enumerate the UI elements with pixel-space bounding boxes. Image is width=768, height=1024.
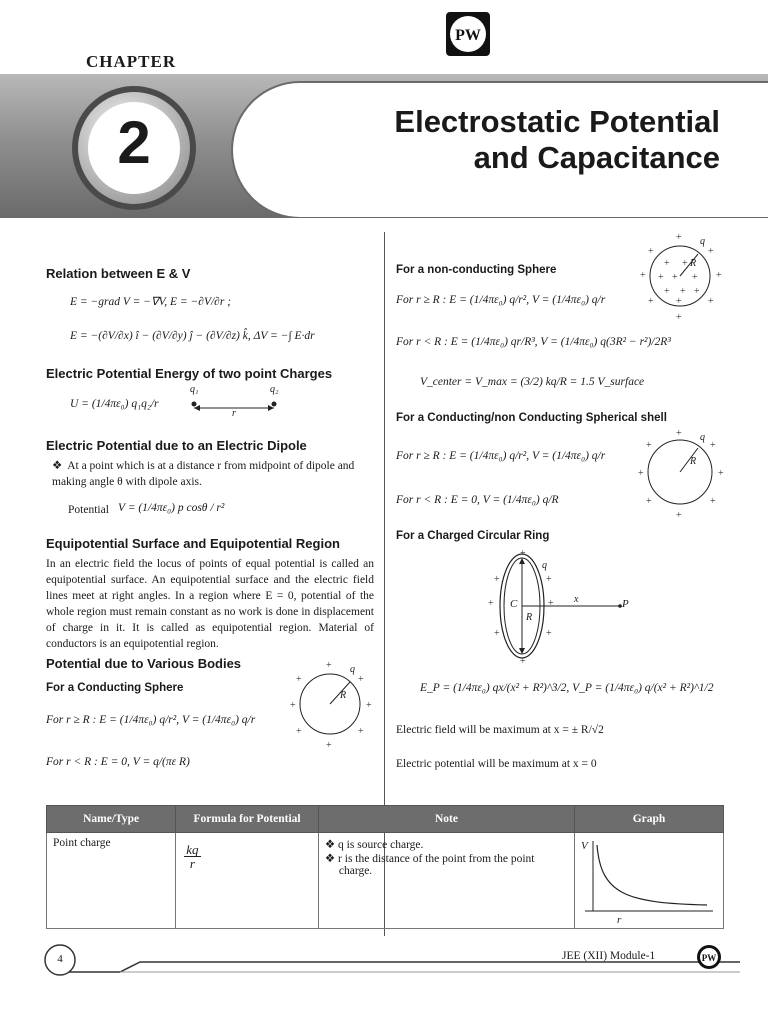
bullet-icon: ❖	[52, 460, 63, 472]
col-name-type: Name/Type	[47, 806, 176, 833]
svg-text:+: +	[716, 270, 722, 281]
ring-label-x: x	[574, 594, 579, 605]
formula-cond-sphere-inside: For r < R : E = 0, V = q/(πε R)	[46, 756, 190, 768]
svg-text:+: +	[658, 272, 664, 283]
svg-text:+: +	[646, 440, 652, 451]
bullet-icon: ❖	[324, 853, 339, 865]
svg-text:+: +	[358, 674, 364, 685]
svg-text:+: +	[326, 740, 332, 751]
nc-sphere-label-R: R	[690, 258, 697, 269]
svg-text:+: +	[326, 660, 332, 671]
svg-text:+: +	[520, 656, 526, 666]
ring-label-P: P	[622, 598, 629, 610]
col-note: Note	[318, 806, 574, 833]
label-q2: q₂	[270, 384, 279, 395]
section-various-bodies: Potential due to Various Bodies	[46, 656, 242, 671]
svg-text:+: +	[710, 440, 716, 451]
point-charge-graph	[577, 835, 717, 923]
svg-text:+: +	[718, 468, 724, 479]
formula-cond-sphere-outside: For r ≥ R : E = (1/4πε₀) q/r², V = (1/4πε₀) q/r	[46, 714, 256, 726]
svg-text:+: +	[640, 270, 646, 281]
cell-graph	[575, 833, 724, 929]
charged-ring-figure	[484, 548, 644, 666]
svg-text:+: +	[672, 272, 678, 283]
cell-formula	[176, 833, 319, 929]
shell-label-q: q	[700, 432, 705, 443]
equipotential-paragraph: In an electric field the locus of points of equal potential is called an equipotential surface. An equipotential surface and the electric field lines meet at right angles. In a region where E = 0, potential of the whole region must remain constant as no work is done in displacement of charge in it. It is called as equipotential region. Material of conductors is an equipotential region.	[46, 558, 374, 650]
nonconducting-sphere-figure	[636, 232, 728, 324]
svg-text:+: +	[296, 726, 302, 737]
svg-text:+: +	[676, 312, 682, 323]
formula-nc-inside: For r < R : E = (1/4πε₀) qr/R³, V = (1/4πε₀) q(3R² − r²)/2R³	[396, 336, 671, 348]
dipole-bullet: ❖ At a point which is at a distance r from midpoint of dipole and making angle θ with dipole axis.	[52, 460, 355, 488]
ring-label-q: q	[542, 560, 547, 571]
section-dipole: Electric Potential due to an Electric Dipole	[46, 438, 307, 453]
pw-logo-icon	[446, 12, 490, 56]
formula-nc-center: V_center = V_max = (3/2) kq/R = 1.5 V_surface	[420, 376, 645, 388]
formula-dipole: V = (1/4πε₀) p cosθ / r²	[118, 502, 225, 514]
subsection-circular-ring: For a Charged Circular Ring	[396, 530, 550, 542]
formula-shell-outside: For r ≥ R : E = (1/4πε₀) q/r², V = (1/4πε₀) q/r	[396, 450, 606, 462]
svg-text:+: +	[546, 628, 552, 639]
section-relation-e-v: Relation between E & V	[46, 266, 191, 281]
svg-text:+: +	[494, 628, 500, 639]
svg-text:+: +	[664, 286, 670, 297]
sphere-label-R: R	[340, 690, 347, 701]
nc-sphere-label-q: q	[700, 236, 705, 247]
chapter-label: CHAPTER	[86, 52, 177, 71]
shell-label-R: R	[690, 456, 697, 467]
bullet-icon: ❖	[324, 839, 339, 851]
svg-text:+: +	[646, 496, 652, 507]
subsection-conducting-sphere: For a Conducting Sphere	[46, 682, 184, 694]
svg-text:+: +	[694, 286, 700, 297]
svg-text:+: +	[708, 296, 714, 307]
formula-nc-outside: For r ≥ R : E = (1/4πε₀) q/r², V = (1/4πε₀) q/r	[396, 294, 606, 306]
chapter-title-line2: and Capacitance	[473, 140, 720, 175]
svg-text:+: +	[676, 232, 682, 243]
footer-module: JEE (XII) Module-1	[562, 950, 656, 962]
svg-text:+: +	[664, 258, 670, 269]
ring-label-R: R	[526, 612, 533, 623]
formula-potential-energy: U = (1/4πε₀) q₁q₂/r	[70, 398, 159, 410]
note-item: ❖ q is source charge.	[324, 839, 424, 851]
pw-logo-small-icon	[696, 944, 722, 970]
svg-text:+: +	[296, 674, 302, 685]
table-header-row	[47, 806, 724, 833]
cell-note	[318, 833, 574, 929]
svg-text:PW: PW	[455, 27, 481, 44]
svg-text:+: +	[648, 296, 654, 307]
note-item: ❖ r is the distance of the point from the point charge.	[324, 853, 535, 877]
svg-text:+: +	[548, 598, 554, 609]
table-row	[47, 833, 724, 929]
graph-axis-r: r	[617, 914, 622, 923]
svg-text:+: +	[676, 428, 682, 439]
cell-name: Point charge	[47, 833, 176, 929]
svg-text:+: +	[488, 598, 494, 609]
section-potential-energy: Electric Potential Energy of two point Charges	[46, 366, 333, 381]
svg-text:+: +	[358, 726, 364, 737]
sphere-label-q: q	[350, 664, 355, 675]
section-equipotential: Equipotential Surface and Equipotential Region	[46, 536, 340, 551]
pw-logo-top	[446, 12, 490, 56]
label-q1: q₁	[190, 384, 199, 395]
ring-field-max: Electric field will be maximum at x = ± R/√2	[396, 724, 604, 736]
svg-text:+: +	[680, 286, 686, 297]
svg-text:+: +	[290, 700, 296, 711]
page-number: 4	[57, 953, 63, 965]
svg-text:+: +	[546, 574, 552, 585]
svg-text:+: +	[710, 496, 716, 507]
subsection-nonconducting-sphere: For a non-conducting Sphere	[396, 264, 557, 276]
formula-grad-v: E = −grad V = −∇V, E = −∂V/∂r ;	[70, 296, 232, 308]
svg-text:+: +	[682, 258, 688, 269]
potential-table	[46, 805, 724, 929]
svg-text:+: +	[676, 510, 682, 520]
point-charge-formula: $\frac{kq}{r}$	[186, 842, 199, 871]
svg-text:+: +	[648, 246, 654, 257]
formula-ring-field: E_P = (1/4πε₀) qx/(x² + R²)^3/2, V_P = (1/4πε₀) q/(x² + R²)^1/2	[420, 682, 714, 694]
svg-text:+: +	[366, 700, 372, 711]
svg-text:+: +	[692, 272, 698, 283]
chapter-title-line1: Electrostatic Potential	[394, 104, 720, 139]
subsection-spherical-shell: For a Conducting/non Conducting Spherical shell	[396, 412, 667, 424]
svg-text:PW: PW	[701, 953, 717, 963]
pw-logo-footer	[696, 944, 722, 975]
formula-partial-derivatives: E = −(∂V/∂x) î − (∂V/∂y) ĵ − (∂V/∂z) k̂, ΔV = −∫ E·dr	[70, 330, 315, 342]
svg-text:+: +	[520, 548, 526, 559]
svg-text:+: +	[638, 468, 644, 479]
chapter-number: 2	[117, 109, 151, 176]
conducting-sphere-figure	[286, 660, 378, 756]
ring-label-C: C	[510, 598, 518, 610]
col-formula: Formula for Potential	[176, 806, 319, 833]
svg-text:+: +	[708, 246, 714, 257]
label-r: r	[232, 408, 236, 419]
svg-text:+: +	[494, 574, 500, 585]
formula-shell-inside: For r < R : E = 0, V = (1/4πε₀) q/R	[396, 494, 559, 506]
spherical-shell-figure	[636, 428, 728, 520]
svg-text:+: +	[676, 296, 682, 307]
dipole-potential-label: Potential	[68, 504, 109, 516]
col-graph: Graph	[575, 806, 724, 833]
graph-axis-v: V	[581, 840, 588, 852]
ring-potential-max: Electric potential will be maximum at x = 0	[396, 758, 597, 770]
